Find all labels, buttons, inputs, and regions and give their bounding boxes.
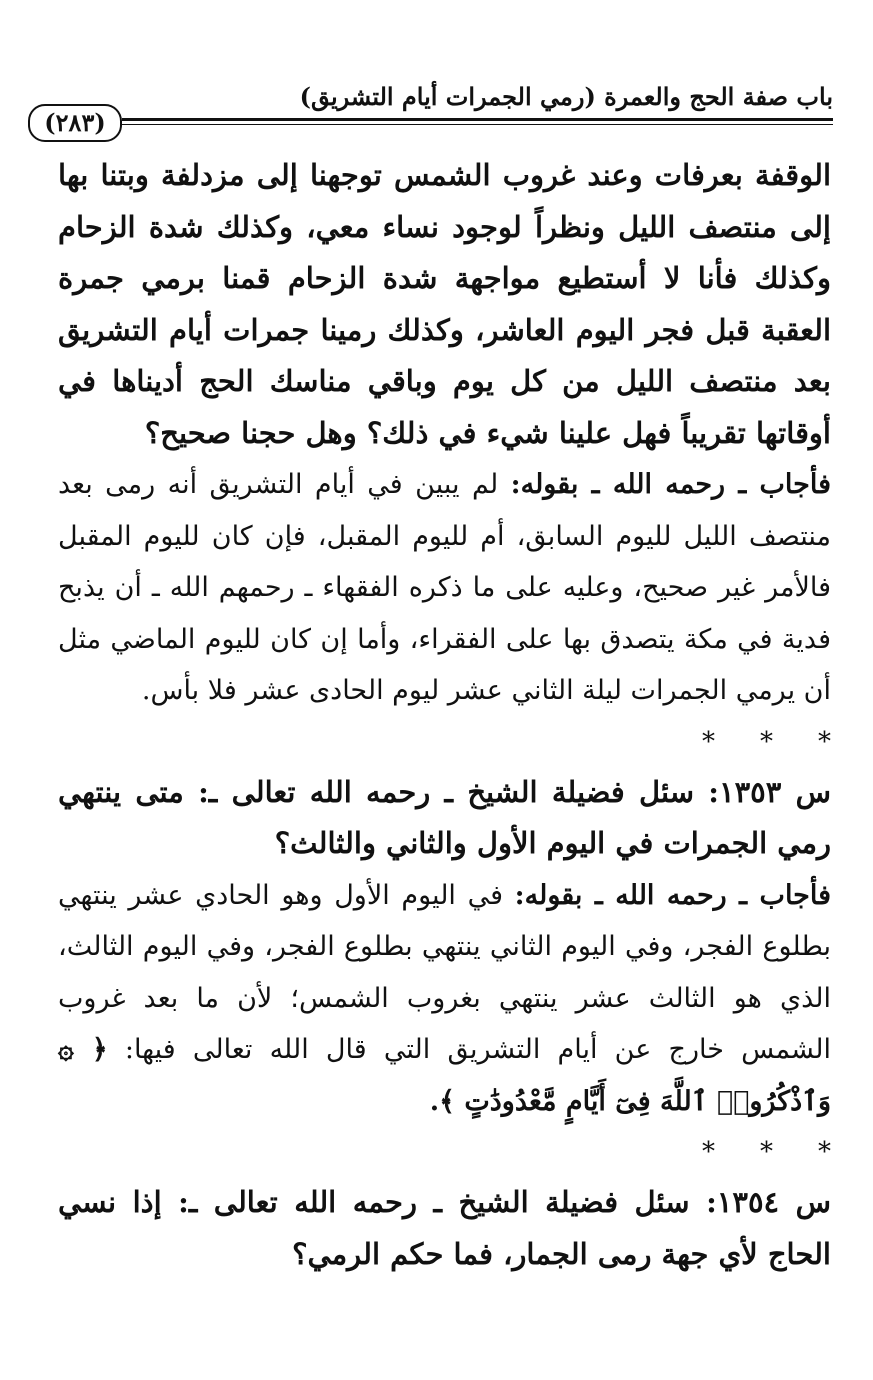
section-separator	[58, 717, 831, 767]
quran-verse: ﴿ ۞ وَٱذْكُرُوا۟ ٱللَّهَ فِىٓ أَيَّامٍ مَّعْدُودَٰتٍ ﴾.	[58, 1034, 831, 1117]
separator-asterisk: *	[702, 1137, 715, 1167]
question-text: سئل فضيلة الشيخ ـ رحمه الله تعالى ـ: متى ينتهي رمي الجمرات في اليوم الأول والثاني والثالث؟	[58, 774, 831, 860]
question-paragraph	[58, 1177, 831, 1280]
question-continuation: الوقفة بعرفات وعند غروب الشمس توجهنا إلى مزدلفة وبتنا بها إلى منتصف الليل ونظراً لوجود نساء معي، وكذلك شدة الزحام وكذلك فأنا لا أستطيع مواجهة شدة الزحام قمنا برمي جمرة العقبة قبل فجر اليوم العاشر، وكذلك رمينا جمرات أيام التشريق بعد منتصف الليل من كل يوم وباقي مناسك الحج أديناها في أوقاتها تقريباً فهل علينا شيء في ذلك؟ وهل حجنا صحيح؟	[58, 158, 831, 450]
answer-text: لم يبين في أيام التشريق أنه رمى بعد منتصف الليل لليوم السابق، أم لليوم المقبل، فإن كان لليوم المقبل فالأمر غير صحيح، وعليه على ما ذكره الفقهاء ـ رحمهم الله ـ أن يذبح فدية في مكة يتصدق بها على الفقراء، وأما إن كان لليوم الماضي مثل أن يرمي الجمرات ليلة الثاني عشر ليوم الحادى عشر فلا بأس.	[58, 469, 831, 706]
header-rule	[122, 118, 833, 121]
chapter-title: باب صفة الحج والعمرة (رمي الجمرات أيام التشريق)	[299, 82, 833, 111]
separator-asterisk: *	[818, 726, 831, 757]
answer-lead: فأجاب ـ رحمه الله ـ بقوله:	[514, 879, 831, 911]
page-number: (٢٨٣)	[28, 104, 122, 142]
header-rule-thin	[122, 124, 833, 125]
answer-lead: فأجاب ـ رحمه الله ـ بقوله:	[510, 469, 831, 500]
separator-asterisk: *	[760, 726, 773, 757]
page-body	[58, 150, 831, 1280]
separator-asterisk: *	[760, 1137, 773, 1167]
running-header	[28, 78, 833, 137]
answer-text: في اليوم الأول وهو الحادي عشر ينتهي بطلوع الفجر، وفي اليوم الثاني ينتهي بطلوع الفجر، وفي اليوم الثالث، الذي هو الثالث عشر ينتهي بغروب الشمس؛ لأن ما بعد غروب الشمس خارج عن أيام التشريق التي قال الله تعالى فيها:	[58, 879, 831, 1065]
question-paragraph	[58, 767, 831, 870]
question-text: سئل فضيلة الشيخ ـ رحمه الله تعالى ـ: إذا نسي الحاج لأي جهة رمى الجمار، فما حكم الرمي؟	[58, 1185, 831, 1271]
separator-asterisk: *	[702, 726, 715, 757]
separator-asterisk: *	[818, 1137, 831, 1167]
answer-paragraph	[58, 459, 831, 717]
section-separator	[58, 1127, 831, 1177]
question-number: س ١٣٥٣:	[708, 774, 831, 809]
answer-paragraph	[58, 870, 831, 1128]
question-number: س ١٣٥٤:	[706, 1185, 831, 1219]
